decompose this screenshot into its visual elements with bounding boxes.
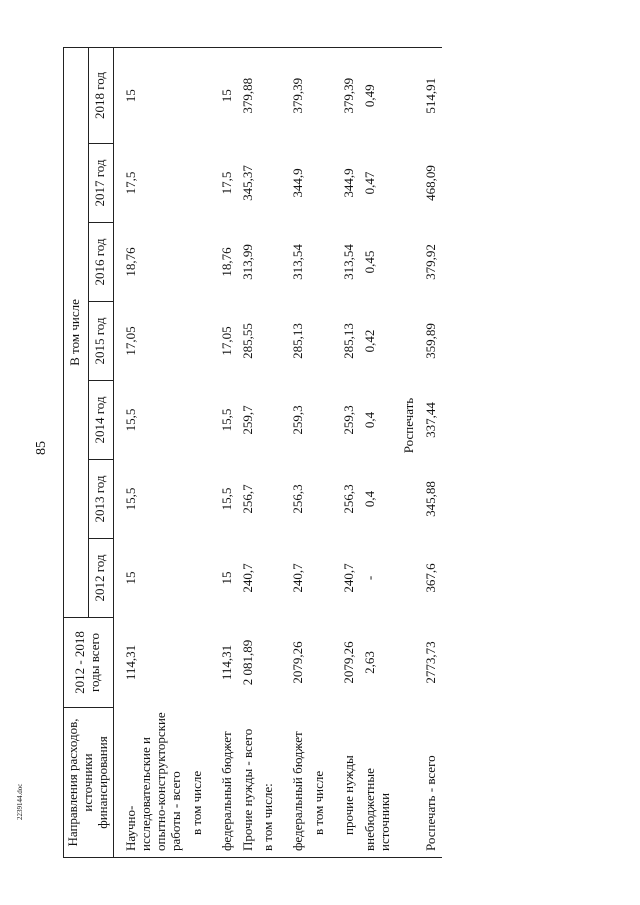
cell-value: 15 — [218, 571, 234, 585]
cell-value: 0,42 — [362, 329, 378, 353]
cell-value: 15,5 — [218, 408, 234, 432]
rotated-table-container — [63, 48, 563, 858]
row-label: федеральный бюджет — [217, 708, 238, 858]
cell-value: 285,13 — [290, 323, 306, 359]
cell-value: 345,37 — [239, 165, 255, 201]
cell-value: 15 — [113, 47, 186, 143]
cell-value: 18,76 — [122, 247, 138, 277]
cell-total: 114,31 — [218, 644, 234, 681]
document-id: 2239144.doc — [16, 783, 24, 820]
cell-value: 17,05 — [218, 326, 234, 356]
cell-value: 345,88 — [423, 481, 439, 517]
cell-value: 379,39 — [339, 47, 360, 143]
header-group: В том числе — [64, 47, 89, 617]
cell-value: 0,4 — [362, 411, 378, 429]
cell-value: - — [362, 575, 378, 581]
cell-value: 379,88 — [238, 47, 259, 143]
cell-value: 17,5 — [122, 171, 138, 195]
cell-value: 379,92 — [423, 244, 439, 280]
cell-value: 256,3 — [341, 484, 357, 514]
section-row — [396, 47, 421, 857]
cell-value: 15,5 — [122, 408, 138, 432]
table-row — [288, 47, 309, 857]
table-row — [113, 47, 186, 857]
cell-value: 313,54 — [290, 244, 306, 280]
row-label: в том числе — [187, 708, 217, 858]
row-label: федеральный бюджет — [288, 708, 309, 858]
cell-value: 367,6 — [423, 563, 439, 593]
header-year: 2013 год — [88, 460, 113, 539]
cell-value: 15,5 — [122, 487, 138, 511]
cell-value: 259,3 — [290, 405, 306, 435]
cell-value: 344,9 — [290, 168, 306, 198]
cell-value: 0,49 — [360, 47, 396, 143]
cell-value: 256,7 — [239, 484, 255, 514]
cell-value: 285,55 — [239, 323, 255, 359]
page-number: 85 — [34, 441, 49, 455]
cell-value: 379,39 — [288, 47, 309, 143]
cell-value: 15 — [217, 47, 238, 143]
cell-value: 313,54 — [341, 244, 357, 280]
cell-total: 2,63 — [362, 651, 378, 674]
row-label: Роспечать - всего — [421, 708, 442, 858]
cell-value: 359,89 — [423, 323, 439, 359]
financing-table — [63, 47, 442, 858]
cell-total: 2079,26 — [290, 641, 306, 684]
cell-total: 114,31 — [122, 644, 138, 681]
header-year: 2018 год — [88, 47, 113, 143]
cell-value: 337,44 — [423, 402, 439, 438]
cell-value: 240,7 — [239, 563, 255, 593]
row-label: прочие нужды — [339, 708, 360, 858]
header-year: 2014 год — [88, 381, 113, 460]
row-label: Прочие нужды - всего — [238, 708, 259, 858]
cell-value: 256,3 — [290, 484, 306, 514]
cell-value: 0,4 — [362, 490, 378, 508]
table-row — [360, 47, 396, 857]
cell-total: 2079,26 — [341, 641, 357, 684]
row-label: внебюджетные источники — [360, 708, 396, 858]
cell-value: 344,9 — [341, 168, 357, 198]
cell-value: 18,76 — [218, 247, 234, 277]
table-row — [217, 47, 238, 857]
row-label: Научно-исследовательские и опытно-конструкторские работы - всего — [113, 708, 186, 858]
table-row — [339, 47, 360, 857]
cell-value: 313,99 — [239, 244, 255, 280]
cell-value: 0,45 — [362, 250, 378, 274]
table-row — [309, 47, 339, 857]
cell-total: 2 081,89 — [239, 639, 255, 686]
section-label: Роспечать — [401, 397, 417, 454]
cell-value: 240,7 — [341, 563, 357, 593]
header-direction: Направления расходов, источники финансирования — [64, 708, 114, 858]
cell-value: 15,5 — [218, 487, 234, 511]
cell-value: 17,05 — [122, 326, 138, 356]
header-total: 2012 - 2018 годы всего — [64, 618, 114, 708]
table-row — [421, 47, 442, 857]
cell-value: 15 — [122, 571, 138, 585]
header-year: 2012 год — [88, 539, 113, 618]
cell-value: 259,7 — [239, 405, 255, 435]
table-row — [238, 47, 259, 857]
cell-value: 468,09 — [423, 165, 439, 201]
row-label: в том числе — [309, 708, 339, 858]
header-year: 2017 год — [88, 144, 113, 223]
cell-value: 285,13 — [341, 323, 357, 359]
row-label: в том числе: — [258, 708, 288, 858]
table-row — [258, 47, 288, 857]
header-year: 2015 год — [88, 302, 113, 381]
cell-value: 0,47 — [362, 171, 378, 195]
header-year: 2016 год — [88, 223, 113, 302]
table-row — [187, 47, 217, 857]
cell-total: 2773,73 — [423, 641, 439, 684]
cell-value: 17,5 — [218, 171, 234, 195]
cell-value: 514,91 — [421, 47, 442, 143]
cell-value: 259,3 — [341, 405, 357, 435]
cell-value: 240,7 — [290, 563, 306, 593]
